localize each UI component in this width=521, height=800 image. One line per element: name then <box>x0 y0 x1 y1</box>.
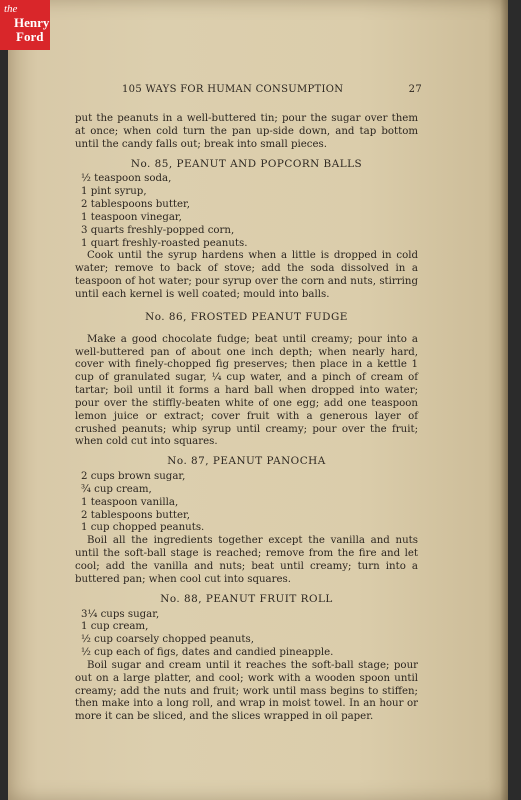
recipe-87-ingredient: 2 cups brown sugar, <box>81 471 186 483</box>
logo-text-ford: Ford <box>16 29 44 44</box>
recipe-88-ingredient: ½ cup each of figs, dates and candied pineapple. <box>81 647 334 659</box>
recipe-85-title: No. 85, PEANUT AND POPCORN BALLS <box>130 157 363 170</box>
recipe-85-ingredient: 1 pint syrup, <box>81 186 147 198</box>
recipe-88-title: No. 88, PEANUT FRUIT ROLL <box>160 592 333 605</box>
recipe-86-title: No. 86, FROSTED PEANUT FUDGE <box>145 310 348 323</box>
intro-paragraph: put the peanuts in a well-buttered tin; pour the sugar over them at once; when cold turn the pan up-side down, and tap bottom until the candy falls out; break into small pieces. <box>75 113 418 150</box>
recipe-87-method: Boil all the ingredients together except the vanilla and nuts until the soft-ball stage is reached; remove from the fire and let cool; add the vanilla and nuts; beat until creamy; turn into a buttered pan; when cool cut into squares. <box>75 535 418 585</box>
logo-text-henry: Henry <box>14 15 50 30</box>
page-number: 27 <box>408 84 422 95</box>
recipe-88-method: Boil sugar and cream until it reaches the soft-ball stage; pour out on a large platter, and cool; work with a wooden spoon until creamy; add the nuts and fruit; work until mass begins to stiffen; then make into a long roll, and wrap in moist towel. In an hour or more it can be sliced, and the slices wrapped in oil paper. <box>75 659 418 723</box>
header-title: 105 WAYS FOR HUMAN CONSUMPTION <box>122 84 344 95</box>
recipe-85-ingredient: 1 quart freshly-roasted peanuts. <box>81 237 248 249</box>
logo-text-the: the <box>4 3 18 15</box>
recipe-85-ingredient: 3 quarts freshly-popped corn, <box>81 224 235 236</box>
recipe-87-ingredient: 1 teaspoon vanilla, <box>81 496 179 508</box>
running-header <box>75 84 422 97</box>
recipe-87-ingredient: 2 tablespoons butter, <box>81 509 191 521</box>
recipe-85-ingredient: ½ teaspoon soda, <box>81 173 172 185</box>
recipe-87-ingredient: ¾ cup cream, <box>81 483 152 495</box>
recipe-88-ingredient: 3¼ cups sugar, <box>81 608 160 620</box>
henry-ford-logo <box>0 0 50 50</box>
recipe-88-ingredient: ½ cup coarsely chopped peanuts, <box>81 634 254 646</box>
recipe-86-method: Make a good chocolate fudge; beat until creamy; pour into a well-buttered pan of about one inch depth; when nearly hard, cover with finely-chopped fig preserves; then place in a kettle 1 cup of granulated sugar, ¼ cup water, and a pinch of cream of tartar; boil until it forms a hard ball when dropped into water; pour over the stiffly-beaten white of one egg; add one teaspoon lemon juice or extract; cover fruit with a generous layer of crushed peanuts; whip syrup until creamy; pour over the fruit; when cold cut into squares. <box>75 333 418 448</box>
recipe-85-ingredient: 2 tablespoons butter, <box>81 199 191 211</box>
recipe-85-ingredient: 1 teaspoon vinegar, <box>81 211 182 223</box>
recipe-85-method: Cook until the syrup hardens when a little is dropped in cold water; remove to back of stove; add the soda dissolved in a teaspoon of hot water; pour syrup over the corn and nuts, stirring until each kernel is well coated; mould into balls. <box>75 250 418 300</box>
recipe-88-ingredient: 1 cup cream, <box>81 621 149 633</box>
page-text <box>75 84 422 724</box>
recipe-87-title: No. 87, PEANUT PANOCHA <box>167 455 326 468</box>
recipe-87-ingredient: 1 cup chopped peanuts. <box>81 522 205 534</box>
